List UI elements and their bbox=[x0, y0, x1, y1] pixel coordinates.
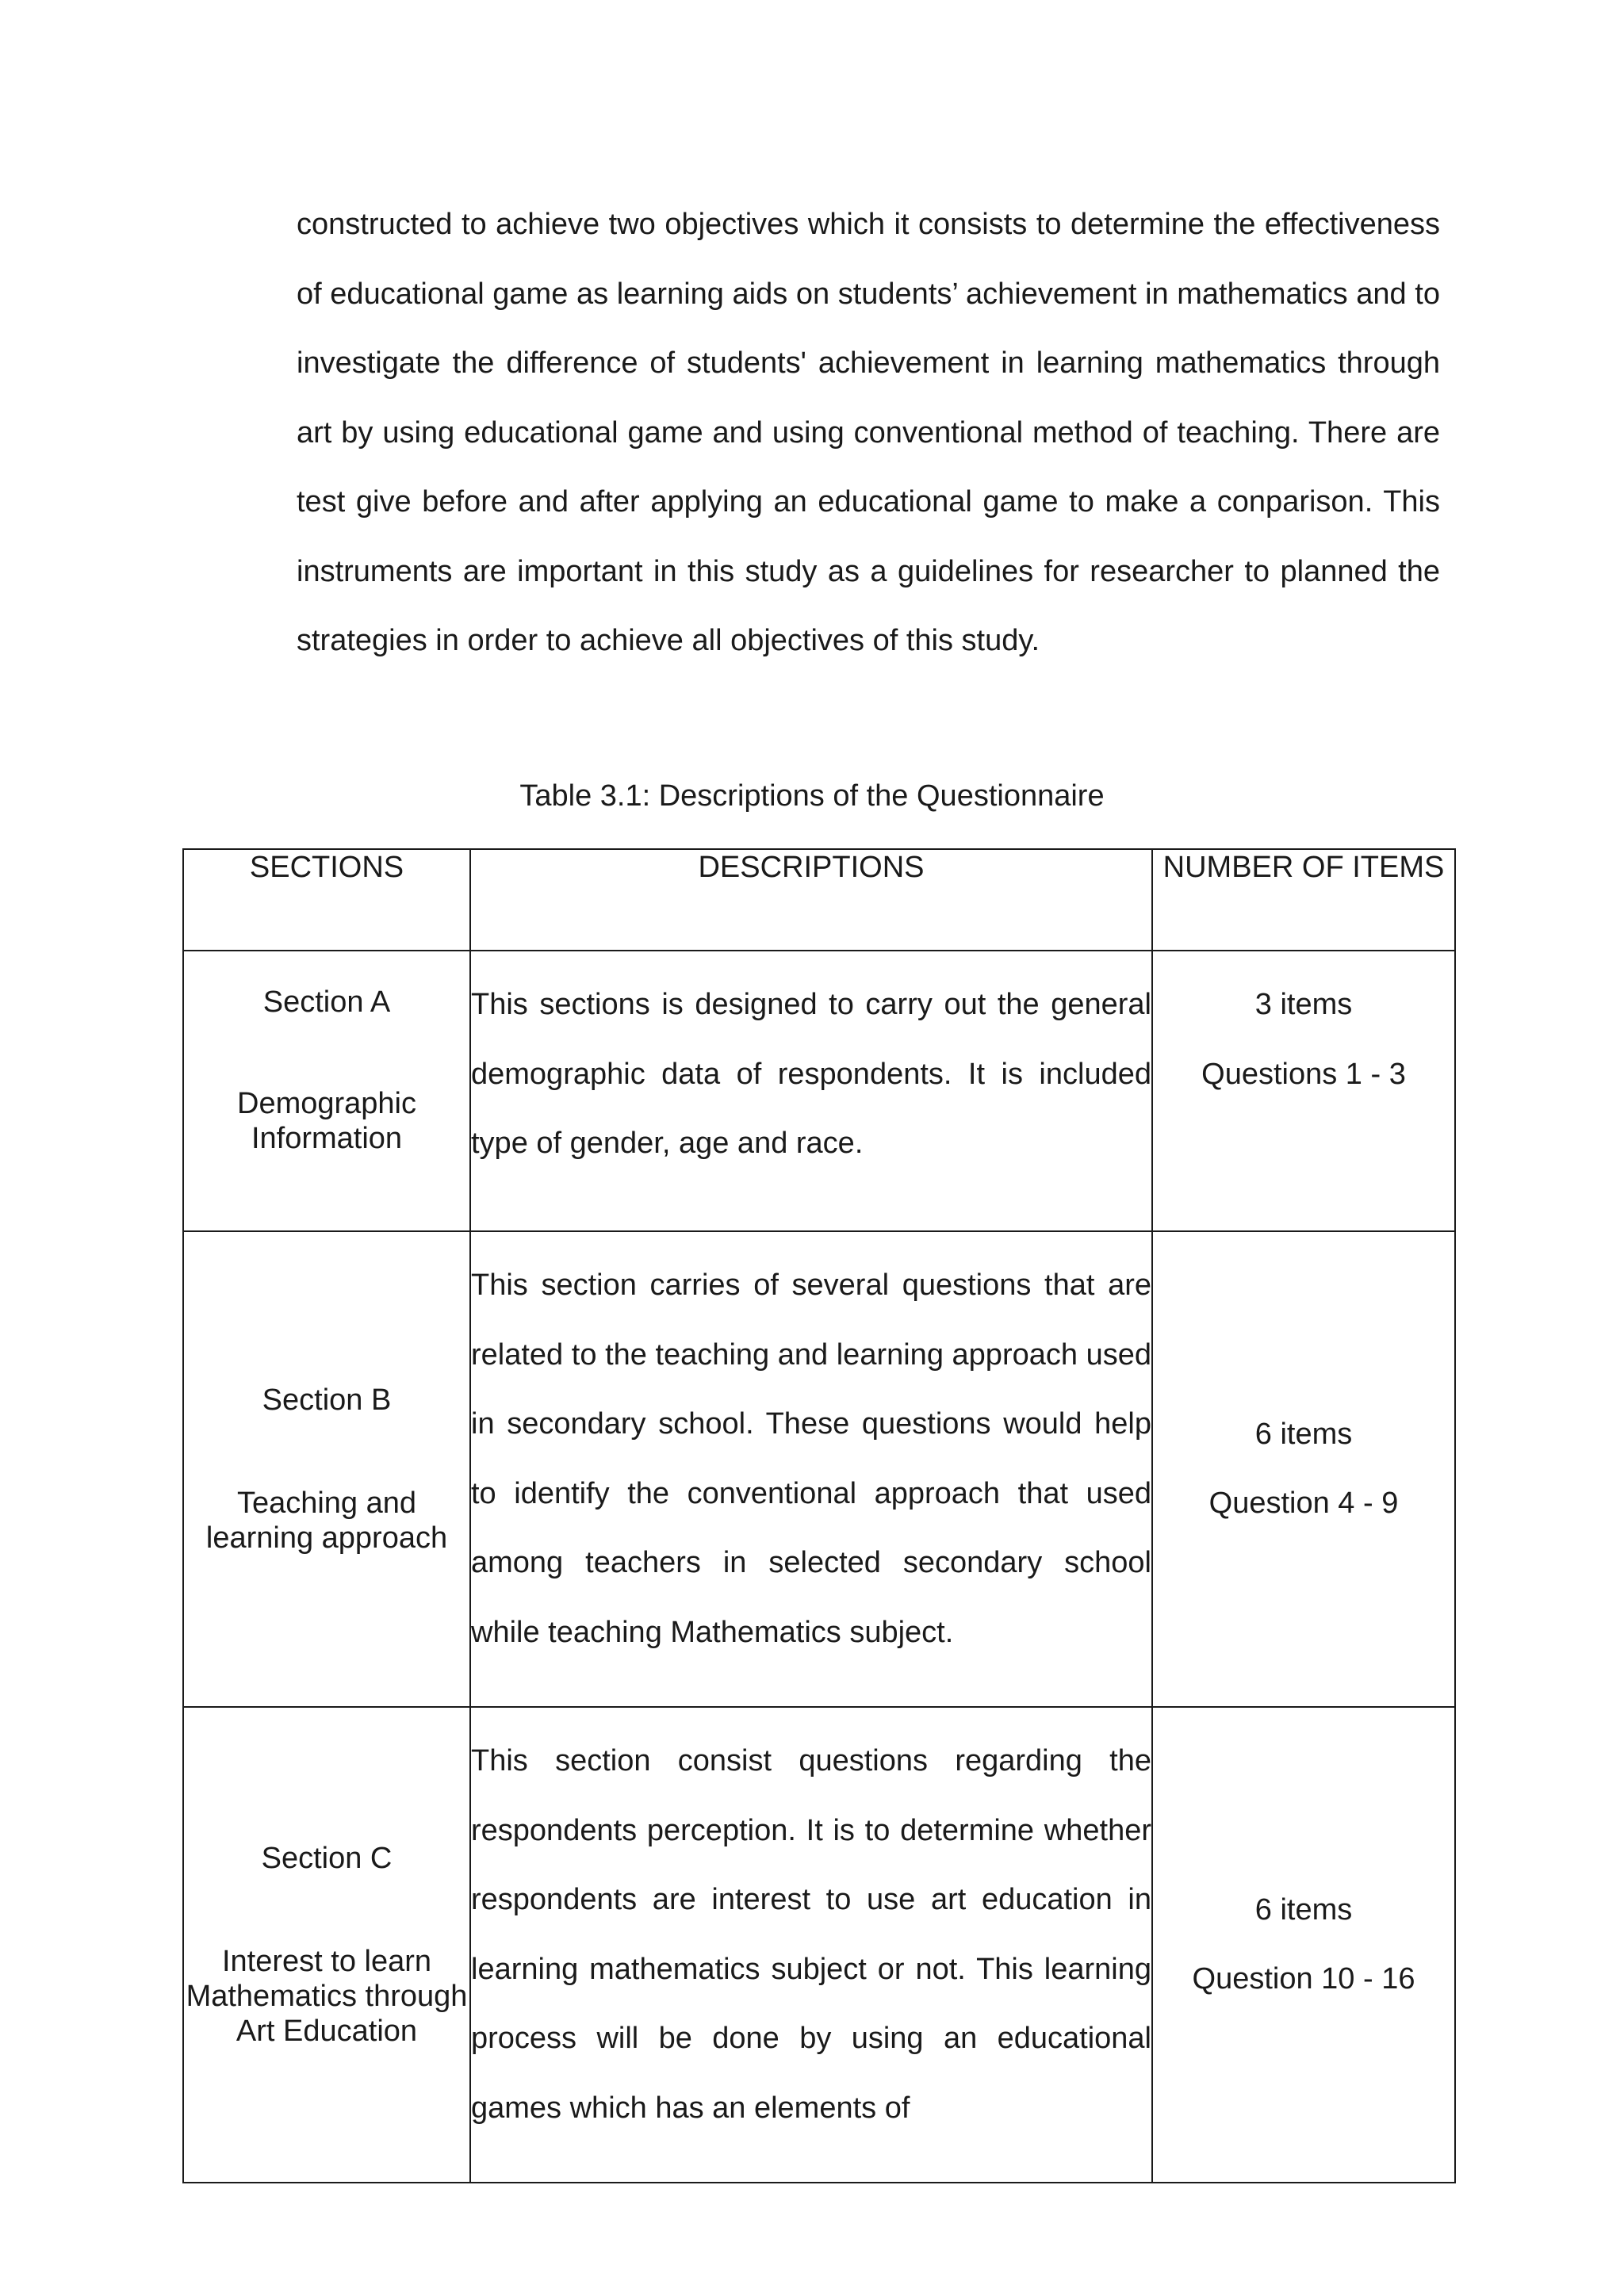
items-cell bbox=[1152, 1707, 1455, 2183]
section-title: Section C bbox=[261, 1842, 393, 1875]
table-row bbox=[183, 1707, 1455, 2183]
header-sections: SECTIONS bbox=[183, 849, 470, 951]
item-count: 6 items bbox=[1254, 1892, 1353, 1927]
table-header-row bbox=[183, 849, 1455, 951]
description-cell: This section carries of several questions that are related to the teaching and learning approach used in secondary school. These questions would help to identify the conventional approach that used among teachers in selected secondary school while teaching Mathematics subject. bbox=[470, 1231, 1152, 1707]
header-descriptions: DESCRIPTIONS bbox=[470, 849, 1152, 951]
section-cell bbox=[183, 1231, 470, 1707]
table-row bbox=[183, 951, 1455, 1231]
question-range: Question 4 - 9 bbox=[1208, 1487, 1399, 1520]
item-count: 6 items bbox=[1254, 1417, 1353, 1451]
section-cell bbox=[183, 1707, 470, 2183]
items-cell bbox=[1152, 951, 1455, 1231]
items-cell bbox=[1152, 1231, 1455, 1707]
description-cell: This section consist questions regarding the respondents perception. It is to determine whether respondents are interest to use art education in learning mathematics subject or not. This learning process will be done by using an educational games which has an elements of bbox=[470, 1707, 1152, 2183]
question-range: Questions 1 - 3 bbox=[1201, 1057, 1406, 1091]
description-cell: This sections is designed to carry out the general demographic data of respondents. It is included type of gender, age and race. bbox=[470, 951, 1152, 1231]
section-cell bbox=[183, 951, 470, 1231]
table-row bbox=[183, 1231, 1455, 1707]
body-paragraph: constructed to achieve two objectives which it consists to determine the effectiveness of educational game as learning aids on students’ achievement in mathematics and to investigate the difference of students' achievement in learning mathematics through art by using educational game and using conventional method of teaching. There are test give before and after applying an educational game to make a conparison. This instruments are important in this study as a guidelines for researcher to planned the strategies in order to achieve all objectives of this study. bbox=[297, 208, 1440, 657]
section-title: Section A bbox=[262, 985, 391, 1019]
questionnaire-table bbox=[182, 848, 1456, 2183]
section-title: Section B bbox=[262, 1383, 392, 1417]
section-subtitle: Demographic Information bbox=[237, 1087, 416, 1155]
item-count: 3 items bbox=[1254, 988, 1353, 1021]
section-subtitle: Teaching and learning approach bbox=[205, 1487, 448, 1555]
table-caption: Table 3.1: Descriptions of the Questionnaire bbox=[519, 779, 1105, 813]
section-subtitle: Interest to learn Mathematics through Art Education bbox=[186, 1945, 468, 2048]
question-range: Question 10 - 16 bbox=[1192, 1962, 1415, 1996]
header-number-of-items: NUMBER OF ITEMS bbox=[1152, 849, 1455, 951]
